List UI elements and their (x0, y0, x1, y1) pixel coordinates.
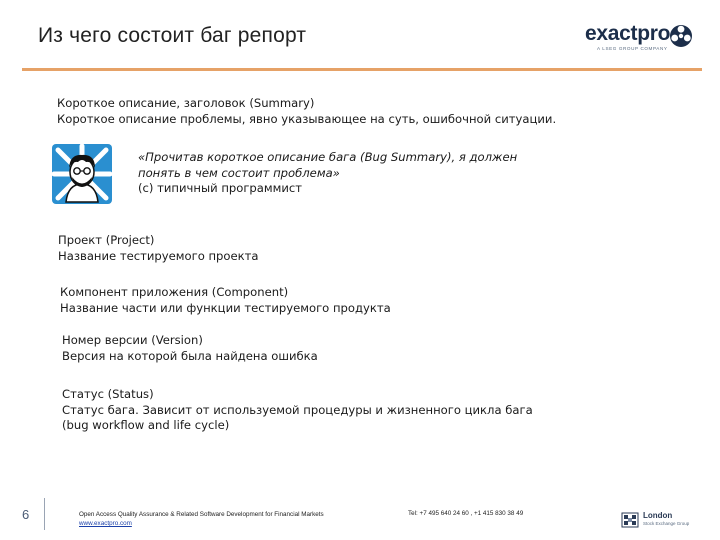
page-number: 6 (22, 507, 30, 522)
section-heading: Номер версии (Version) (62, 333, 203, 347)
footer-company-line: Open Access Quality Assurance & Related Software Development for Financial Markets (79, 511, 324, 518)
partner-subtitle: Stock Exchange Group (643, 521, 690, 526)
slide-title: Из чего состоит баг репорт (38, 24, 307, 47)
programmer-avatar-icon (52, 144, 112, 204)
section-heading: Статус (Status) (62, 387, 154, 401)
section-text: Название тестируемого проекта (58, 248, 259, 263)
footer-divider (44, 498, 45, 530)
section-text: Название части или функции тестируемого продукта (60, 300, 391, 315)
logo-tagline: A LSEG GROUP COMPANY (597, 46, 668, 51)
section-summary (57, 96, 556, 127)
partner-name: London (643, 511, 673, 520)
section-heading: Проект (Project) (58, 233, 155, 247)
section-project (58, 233, 259, 264)
quote-line: понять в чем состоит проблема» (138, 165, 340, 180)
logo-wordmark: exactpro (585, 22, 671, 45)
section-text-continued: (bug workflow and life cycle) (62, 418, 230, 432)
exactpro-mark-icon (669, 24, 693, 48)
quote-line: «Прочитав короткое описание бага (Bug Summary), я должен (138, 150, 518, 164)
lse-crest-icon (621, 511, 639, 529)
footer-website-link[interactable]: www.exactpro.com (79, 520, 132, 527)
section-heading: Компонент приложения (Component) (60, 285, 289, 299)
section-version (62, 333, 318, 364)
quote-block (138, 150, 517, 197)
exactpro-logo (585, 22, 695, 56)
section-text: Версия на которой была найдена ошибка (62, 348, 318, 363)
header-divider (22, 68, 702, 71)
section-status (62, 387, 533, 434)
section-component (60, 285, 391, 316)
quote-attribution: (с) типичный программист (138, 181, 303, 195)
footer-company (79, 510, 324, 528)
partner-logo (621, 511, 701, 535)
section-text: Короткое описание проблемы, явно указывающее на суть, ошибочной ситуации. (57, 111, 557, 126)
section-text: Статус бага. Зависит от используемой процедуры и жизненного цикла бага (62, 402, 533, 417)
section-heading: Короткое описание, заголовок (Summary) (57, 96, 315, 110)
footer-phones: Tel: +7 495 640 24 60 , +1 415 830 38 49 (408, 510, 524, 517)
